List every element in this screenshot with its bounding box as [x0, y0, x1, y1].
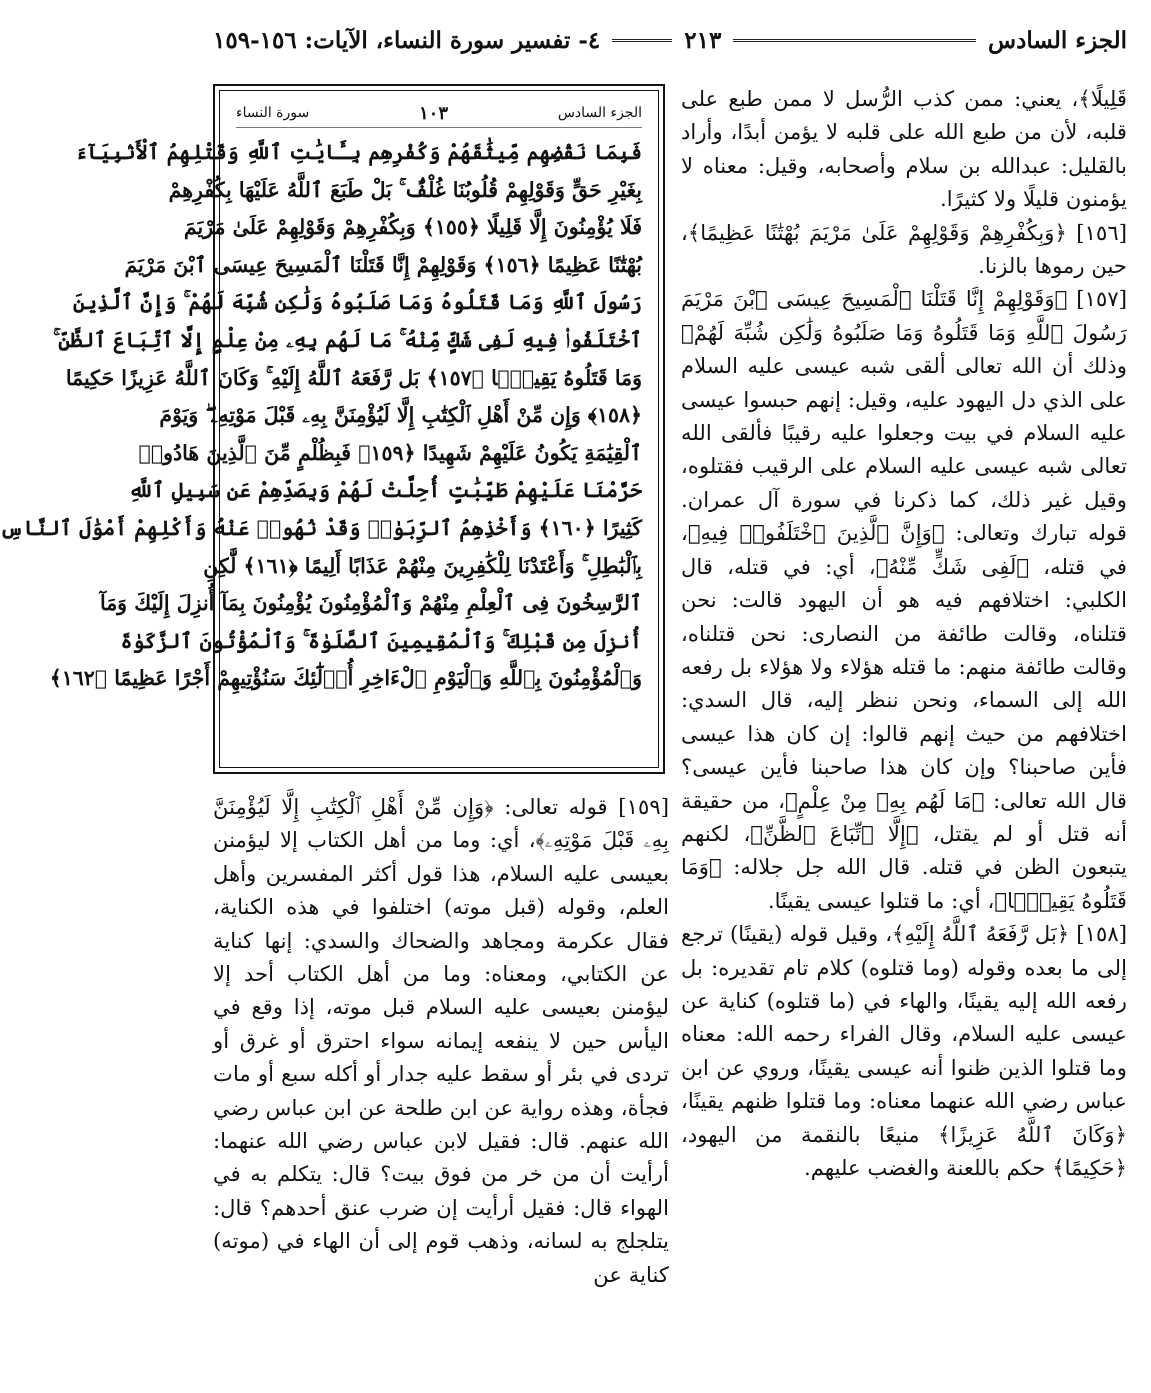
mushaf-line: بِٱلْبَٰطِلِ ۚ وَأَعْتَدْنَا لِلْكَٰفِرِينَ مِنْهُمْ عَذَابًا أَلِيمًا ﴿١٦١﴾ لَّٰكِنِ	[203, 553, 642, 578]
header-rule	[612, 39, 672, 42]
mushaf-line: أُنزِلَ مِن قَبْلِكَ ۚ وَٱلْمُقِيمِينَ ٱلصَّلَوٰةَ ۚ وَٱلْمُؤْتُونَ ٱلزَّكَوٰةَ	[120, 628, 642, 653]
mushaf-line: ٱلرَّٰسِخُونَ فِى ٱلْعِلْمِ مِنْهُمْ وَٱلْمُؤْمِنُونَ يُؤْمِنُونَ بِمَآ أُنزِلَ إِلَيْكَ وَمَآ	[99, 591, 642, 616]
mushaf-line: حَرَّمْنَا عَلَيْهِمْ طَيِّبَٰتٍ أُحِلَّتْ لَهُمْ وَبِصَدِّهِمْ عَن سَبِيلِ ٱللَّهِ	[128, 478, 642, 503]
header-section: ٤- تفسير سورة النساء، الآيات: ١٥٦-١٥٩	[213, 26, 601, 54]
mushaf-line: بُهْتَٰنًا عَظِيمًا ﴿١٥٦﴾ وَقَوْلِهِمْ إِنَّا قَتَلْنَا ٱلْمَسِيحَ عِيسَى ٱبْنَ مَرْيَمَ	[124, 252, 642, 277]
mushaf-line: رَسُولَ ٱللَّهِ وَمَا قَتَلُوهُ وَمَا صَلَبُوهُ وَلَٰكِن شُبِّهَ لَهُمْ ۚ وَإِنَّ ٱلَّذِينَ	[73, 290, 642, 315]
commentary-paragraph: [١٥٩] قوله تعالى: ﴿وَإِن مِّنْ أَهْلِ ٱلْكِتَٰبِ إِلَّا لَيُؤْمِنَنَّ بِهِۦ قَبْلَ مَوْتِهِۦ﴾، أي: وما من أهل الكتاب إلا ليؤمنن بعيسى عليه السلام، هذا قول أكثر المفسرين وأهل العلم، وقوله (قبل موته) اختلفوا في هذه الكناية، فقال عكرمة ومجاهد والضحاك والسدي: إنها كناية عن الكتابي، ومعناه: وما من أهل الكتاب أحد إلا ليؤمنن بعيسى عليه السلام قبل موته، إذا وقع في اليأس حين لا ينفعه إيمانه سواء احترق أو غرق أو تردى في بئر أو سقط عليه جدار أو أكله سبع أو مات فجأة، وهذه رواية عن ابن طلحة عن ابن عباس رضي الله عنهم. قال: فقيل لابن عباس رضي الله عنهما: أرأيت أن من خر من فوق بيت؟ قال: يتكلم به في الهواء قال: فقيل أرأيت إن ضرب عنق أحدهم؟ قال: يتلجلج به لسانه، وذهب قوم إلى أن الهاء في (موته) كناية عن	[213, 794, 669, 1287]
mushaf-inner	[0, 90, 659, 768]
mushaf-verses	[0, 134, 642, 698]
mushaf-line: وَمَا قَتَلُوهُ يَقِينًۢا ﴿١٥٧﴾ بَل رَّفَعَهُ ٱللَّهُ إِلَيْهِ ۚ وَكَانَ ٱللَّهُ عَزِيزًا حَكِيمًا	[65, 365, 642, 390]
mushaf-line: ٱخْتَلَفُوا۟ فِيهِ لَفِى شَكٍّ مِّنْهُ ۚ مَا لَهُم بِهِۦ مِنْ عِلْمٍ إِلَّا ٱتِّبَاعَ ٱلظَّنِّ ۚ	[53, 327, 642, 352]
mushaf-line: كَثِيرًا ﴿١٦٠﴾ وَأَخْذِهِمُ ٱلرِّبَوٰا۟ وَقَدْ نُهُوا۟ عَنْهُ وَأَكْلِهِمْ أَمْوَٰلَ ٱلنَّاسِ	[0, 515, 642, 540]
mushaf-surah-label: سورة النساء	[236, 105, 310, 121]
header-page-number: ٢١٣	[684, 26, 722, 54]
mushaf-line: ٱلْقِيَٰمَةِ يَكُونُ عَلَيْهِمْ شَهِيدًا ﴿١٥٩﴾ فَبِظُلْمٍ مِّنَ ٱلَّذِينَ هَادُوا۟	[138, 440, 642, 465]
page-header	[213, 18, 1127, 62]
mushaf-header	[236, 99, 642, 128]
mushaf-line: ﴿١٥٨﴾ وَإِن مِّنْ أَهْلِ ٱلْكِتَٰبِ إِلَّا لَيُؤْمِنَنَّ بِهِۦ قَبْلَ مَوْتِهِۦ ۖ وَيَوْمَ	[159, 403, 642, 428]
commentary-paragraph: قَلِيلًا﴾، يعني: ممن كذب الرُّسل لا ممن طبع على قلبه، لأن من طبع الله على قلبه لا يؤمن أبدًا، وأراد بالقليل: عبدالله بن سلام وأصحابه، وقيل: معناه لا يؤمنون قليلًا ولا كثيرًا.	[681, 86, 1127, 212]
mushaf-line: فَلَا يُؤْمِنُونَ إِلَّا قَلِيلًا ﴿١٥٥﴾ وَبِكُفْرِهِمْ وَقَوْلِهِمْ عَلَىٰ مَرْيَمَ	[183, 215, 642, 240]
commentary-paragraph: [١٥٦] ﴿وَبِكُفْرِهِمْ وَقَوْلِهِمْ عَلَىٰ مَرْيَمَ بُهْتَٰنًا عَظِيمًا﴾، حين رموها بالزنا.	[681, 219, 1127, 279]
commentary-right-column	[681, 82, 1127, 1382]
mushaf-line: وَٱلْمُؤْمِنُونَ بِٱللَّهِ وَٱلْيَوْمِ ٱلْءَاخِرِ أُو۟لَٰٓئِكَ سَنُؤْتِيهِمْ أَجْرًا عَظِيمًا ﴿١٦٢﴾	[49, 666, 642, 691]
mushaf-page-number: ١٠٣	[419, 102, 449, 124]
mushaf-line: فَبِمَا نَقْضِهِم مِّيثَٰقَهُمْ وَكُفْرِهِم بِـَٔايَٰتِ ٱللَّهِ وَقَتْلِهِمُ ٱلْأَنۢبِيَآءَ	[75, 140, 642, 164]
commentary-paragraph: [١٥٧] ﴿وَقَوْلِهِمْ إِنَّا قَتَلْنَا ٱلْمَسِيحَ عِيسَى ٱبْنَ مَرْيَمَ رَسُولَ ٱللَّهِ وَمَا قَتَلُوهُ وَمَا صَلَبُوهُ وَلَٰكِن شُبِّهَ لَهُمْ﴾ وذلك أن الله تعالى ألقى شبه عيسى عليه السلام على الذي دل اليهود عليه، وقيل: إنهم حبسوا عيسى عليه السلام في بيت وجعلوا عليه رقيبًا فألقى الله تعالى شبه عيسى عليه السلام على الرقيب فقتلوه، وقيل غير ذلك، كما ذكرنا في سورة آل عمران. قوله تبارك وتعالى: ﴿وَإِنَّ ٱلَّذِينَ ٱخْتَلَفُوا۟ فِيهِ﴾، في قتله، ﴿لَفِى شَكٍّ مِّنْهُ﴾، أي: في قتله، قال الكلبي: اختلافهم فيه هو أن اليهود قالت: نحن قتلناه، وقالت طائفة من النصارى: نحن قتلناه، وقالت طائفة منهم: ما قتله هؤلاء ولا هؤلاء بل رفعه الله إلى السماء، ونحن ننظر إليه، قال السدي: اختلافهم من حيث إنهم قالوا: إن كان هذا عيسى فأين صاحبنا؟ وإن كان هذا صاحبنا فأين عيسى؟ قال الله تعالى: ﴿مَا لَهُم بِهِۦ مِنْ عِلْمٍ﴾، من حقيقة أنه قتل أو لم يقتل، ﴿إِلَّا ٱتِّبَاعَ ٱلظَّنِّ﴾، لكنهم يتبعون الظن في قتله. قال الله جل جلاله: ﴿وَمَا قَتَلُوهُ يَقِينًۢا﴾، أي: ما قتلوا عيسى يقينًا.	[681, 286, 1127, 913]
commentary-paragraph: [١٥٨] ﴿بَل رَّفَعَهُ ٱللَّهُ إِلَيْهِ﴾، وقيل قوله (يقينًا) ترجع إلى ما بعده وقوله (وما قتلوه) كلام تام تقديره: بل رفعه الله إليه يقينًا، والهاء في (ما قتلوه) كناية عن عيسى عليه السلام، وقال الفراء رحمه الله: معناه وما قتلوا الذين ظنوا أنه عيسى يقينًا، وروي عن ابن عباس رضي الله عنهما معناه: وما قتلوا ظنهم يقينًا، ﴿وَكَانَ ٱللَّهُ عَزِيزًا﴾ منيعًا بالنقمة من اليهود، ﴿حَكِيمًا﴾ حكم باللعنة والغضب عليهم.	[681, 921, 1127, 1180]
header-rule	[733, 39, 976, 42]
commentary-left-column	[213, 790, 669, 1390]
header-part: الجزء السادس	[988, 26, 1127, 54]
mushaf-line: بِغَيْرِ حَقٍّ وَقَوْلِهِمْ قُلُوبُنَا غُلْفٌۢ ۚ بَلْ طَبَعَ ٱللَّهُ عَلَيْهَا بِكُفْرِهِمْ	[168, 177, 642, 202]
mushaf-frame	[0, 84, 665, 774]
mushaf-part-label: الجزء السادس	[557, 105, 642, 121]
